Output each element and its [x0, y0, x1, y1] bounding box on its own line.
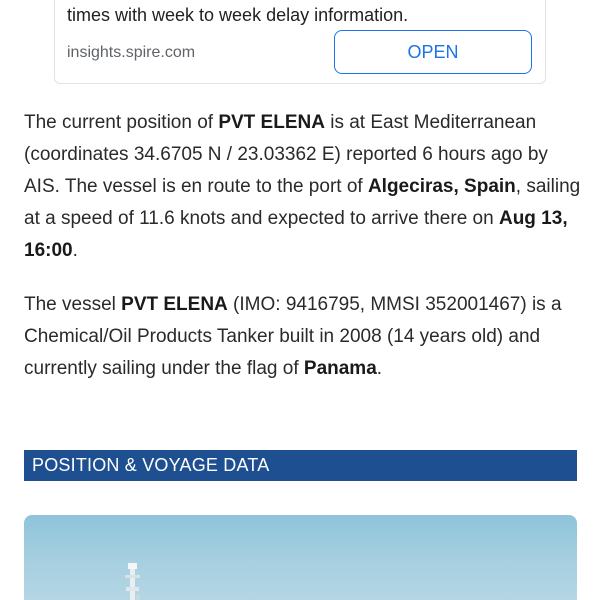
text-run: .: [72, 240, 78, 261]
eta: Aug 13, 16:00: [24, 208, 568, 261]
flag-country: Panama: [303, 358, 377, 379]
ad-text: times with week to week delay information.: [67, 5, 409, 25]
text-run: The current position of: [24, 112, 219, 133]
text-run: (IMO: 9416795, MMSI 352001467) is a Chemical/Oil Products Tanker built in 2008 (14 years old) and currently sailing under the flag of: [24, 294, 562, 379]
vessel-paragraph: [24, 289, 584, 385]
open-button[interactable]: OPEN: [334, 30, 532, 74]
text-run: is at East Mediterranean (coordinates 34.6705 N / 23.03362 E) reported 6 hours ago by AIS. The vessel is en route to the port of: [24, 112, 548, 197]
text-run: .: [376, 358, 383, 379]
ad-domain[interactable]: insights.spire.com: [67, 44, 196, 61]
text-run: , sailing at a speed of 11.6 knots and expected to arrive there on: [24, 176, 581, 229]
vessel-name: PVT ELENA: [218, 112, 325, 133]
destination-port: Algeciras, Spain: [367, 176, 516, 197]
vessel-name: PVT ELENA: [121, 294, 228, 315]
position-paragraph: [24, 107, 584, 267]
ad-card[interactable]: [54, 0, 546, 84]
text-run: The vessel: [24, 294, 122, 315]
ship-mast-icon: [24, 515, 577, 600]
vessel-photo[interactable]: [24, 515, 577, 600]
section-header: POSITION & VOYAGE DATA: [24, 450, 577, 481]
